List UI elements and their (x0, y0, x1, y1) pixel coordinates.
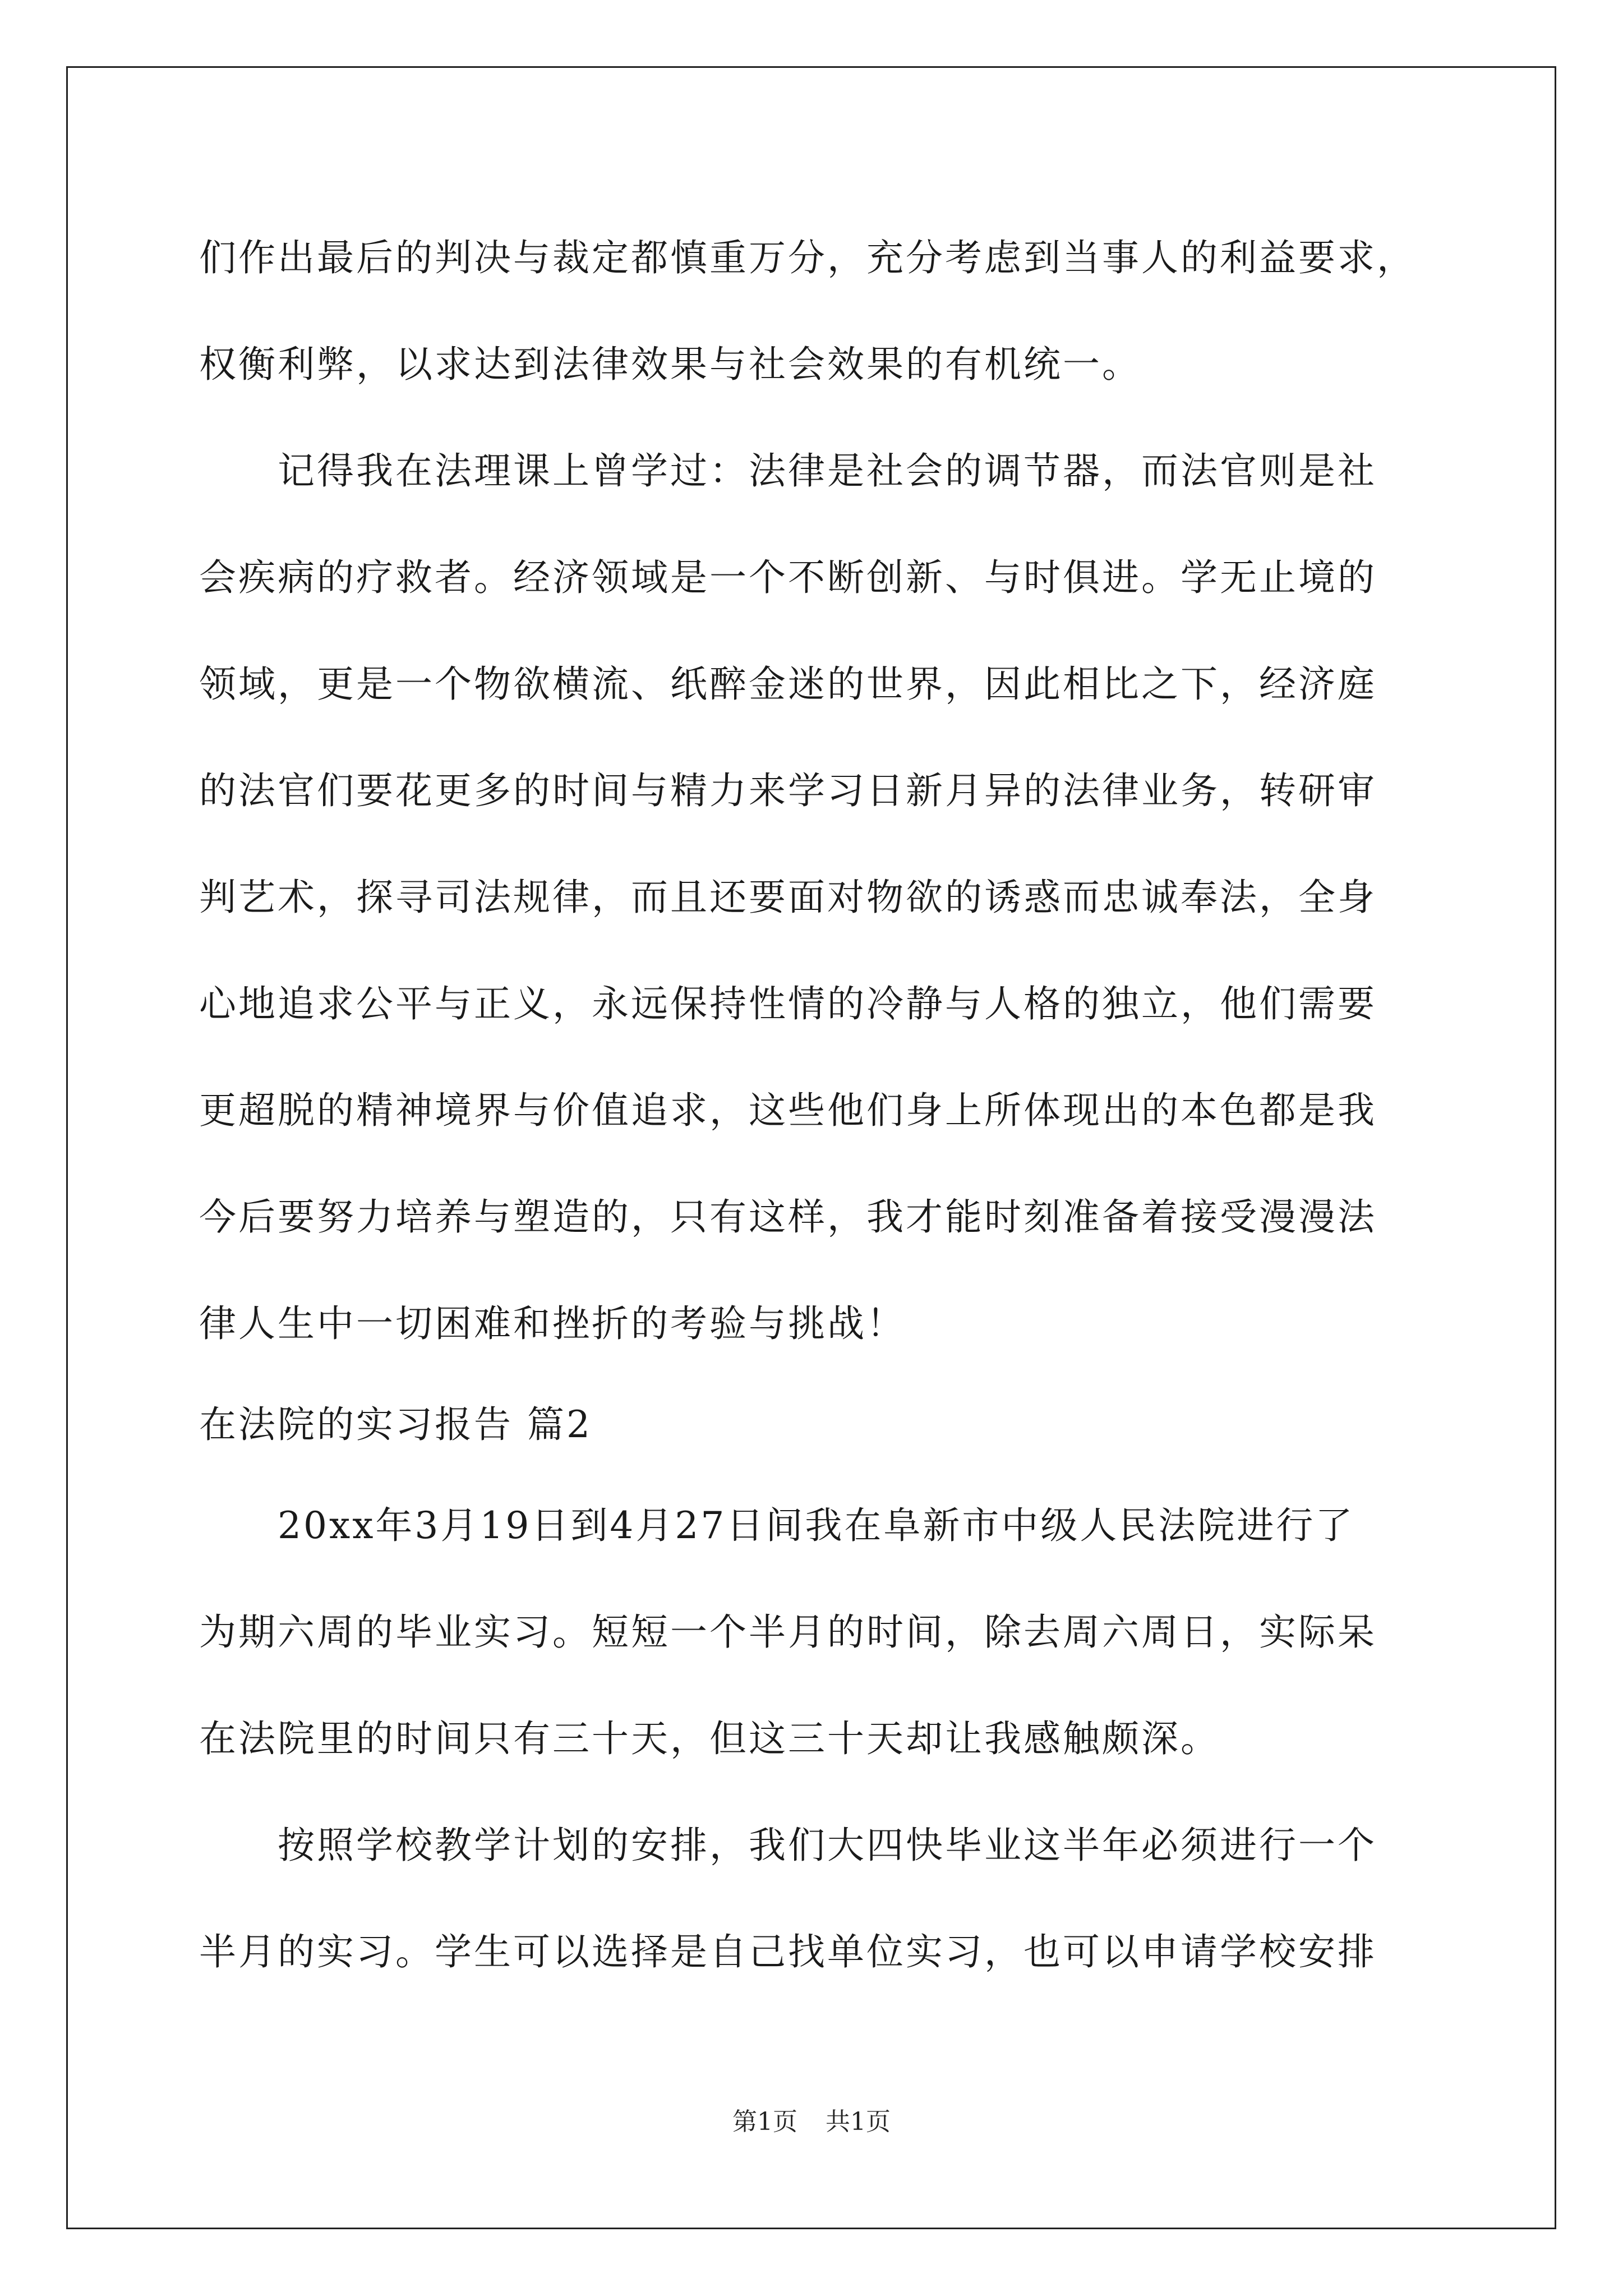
text-line: 们作出最后的判决与裁定都慎重万分，充分考虑到当事人的利益要求， (199, 236, 1416, 279)
text-line: 判艺术，探寻司法规律，而且还要面对物欲的诱惑而忠诚奉法，全身 (199, 876, 1377, 919)
text-line: 心地追求公平与正义，永远保持性情的冷静与人格的独立，他们需要 (199, 982, 1377, 1025)
document-body (199, 205, 1450, 2005)
paragraph (199, 1792, 1450, 2005)
text-line: 领域，更是一个物欲横流、纸醉金迷的世界，因此相比之下，经济庭 (199, 662, 1377, 706)
page-footer (0, 2101, 1623, 2137)
text-line: 20xx年3月19日到4月27日间我在阜新市中级人民法院进行了 (278, 1504, 1355, 1547)
paragraph (199, 1473, 1450, 1792)
text-line: 在法院里的时间只有三十天，但这三十天却让我感触颇深。 (199, 1717, 1220, 1760)
page-number: 第1页 (732, 2108, 797, 2136)
text-line: 的法官们要花更多的时间与精力来学习日新月异的法律业务，转研审 (199, 769, 1377, 812)
section-heading: 在法院的实习报告 篇2 (199, 1403, 592, 1446)
text-line: 为期六周的毕业实习。短短一个半月的时间，除去周六周日，实际呆 (199, 1611, 1377, 1654)
text-line: 律人生中一切困难和挫折的考验与挑战！ (199, 1302, 906, 1345)
paragraph (199, 418, 1450, 1377)
text-line: 按照学校教学计划的安排，我们大四快毕业这半年必须进行一个 (278, 1824, 1377, 1867)
text-line: 记得我在法理课上曾学过：法律是社会的调节器，而法官则是社 (278, 449, 1377, 493)
text-line: 半月的实习。学生可以选择是自己找单位实习，也可以申请学校安排 (199, 1930, 1377, 1973)
page-total: 共1页 (826, 2108, 891, 2136)
paragraph (199, 205, 1450, 418)
text-line: 今后要努力培养与塑造的，只有这样，我才能时刻准备着接受漫漫法 (199, 1195, 1377, 1239)
text-line: 权衡利弊，以求达到法律效果与社会效果的有机统一。 (199, 343, 1141, 386)
text-line: 更超脱的精神境界与价值追求，这些他们身上所体现出的本色都是我 (199, 1089, 1377, 1132)
text-line: 会疾病的疗救者。经济领域是一个不断创新、与时俱进。学无止境的 (199, 556, 1377, 599)
